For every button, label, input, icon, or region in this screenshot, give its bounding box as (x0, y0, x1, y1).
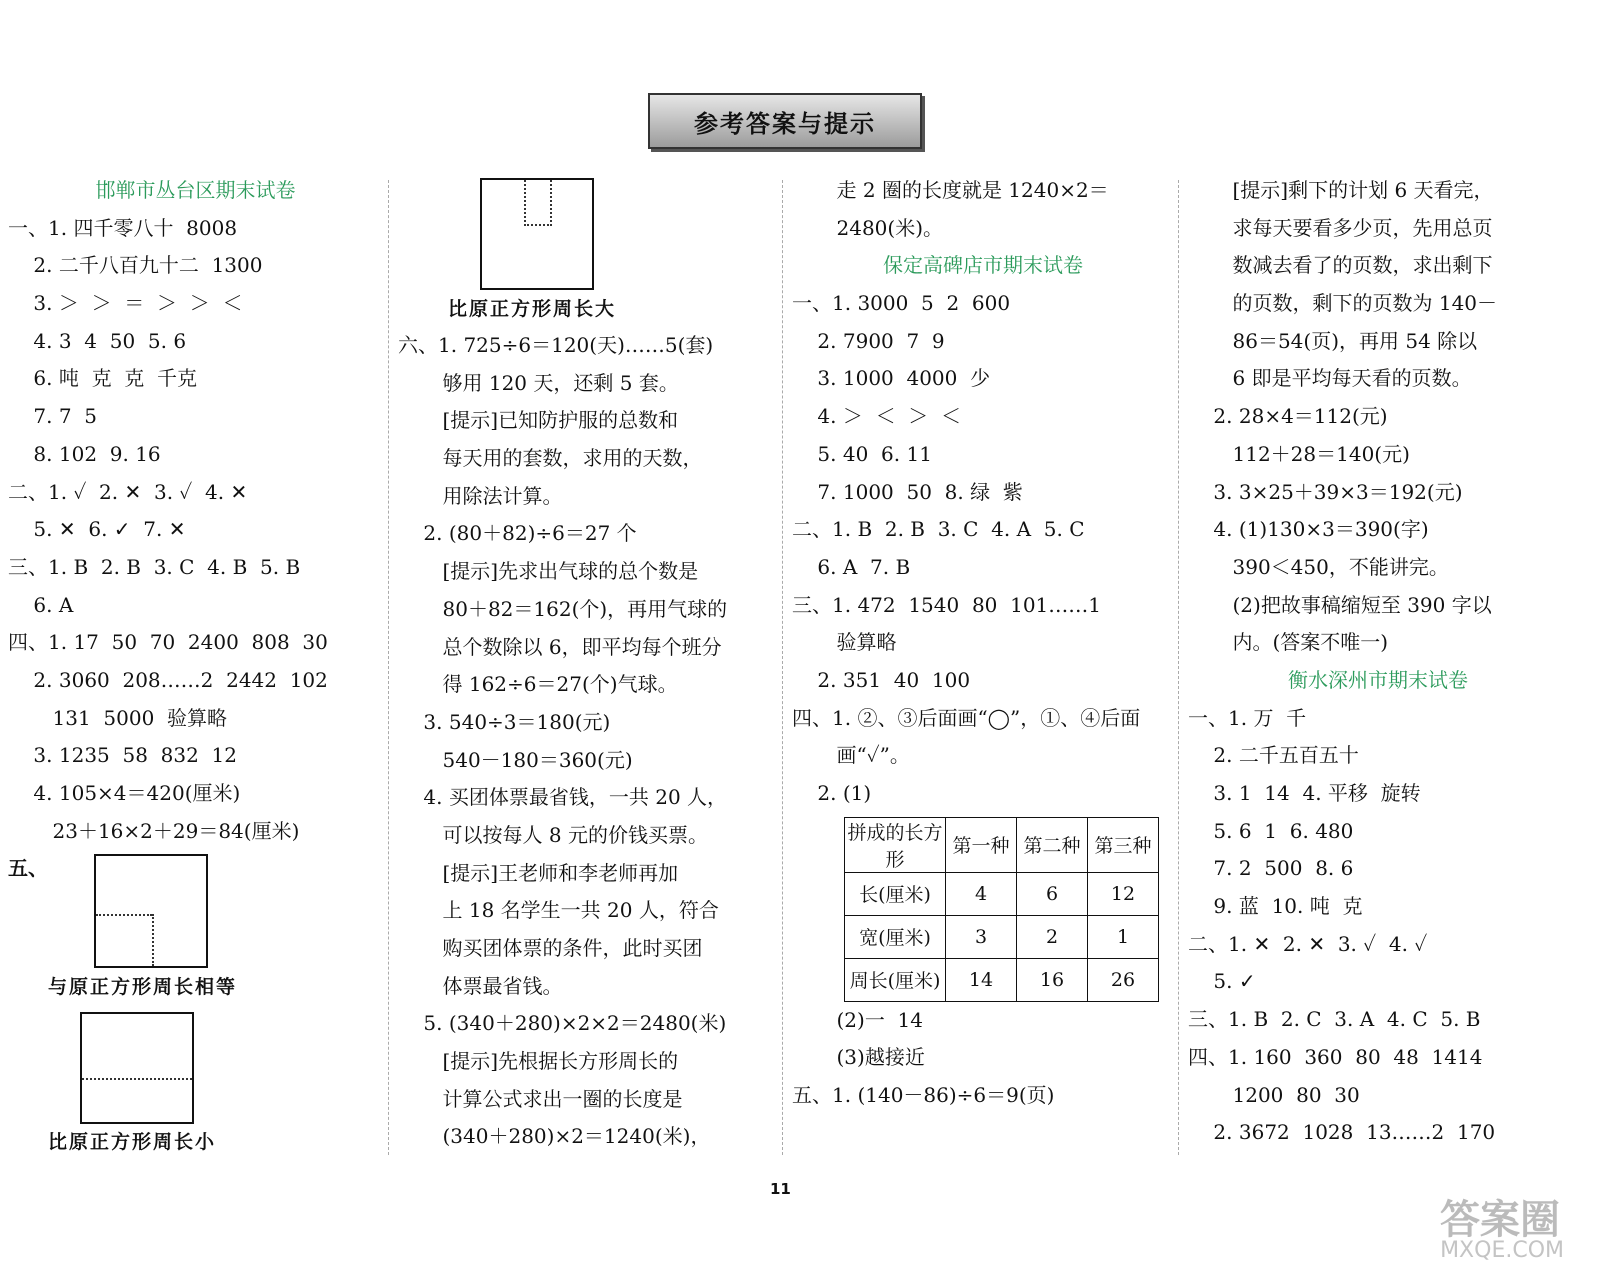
answer-line: 112＋28＝140(元) (1188, 441, 1410, 466)
answer-line: 6 即是平均每天看的页数。 (1188, 366, 1472, 391)
table-cell: 3 (946, 915, 1017, 958)
answer-line: 4. ＞ ＜ ＞ ＜ (792, 404, 962, 429)
answer-line: 80＋82＝162(个)，再用气球的 (398, 596, 728, 621)
answer-line: 三、1. B 2. B 3. C 4. B 5. B (8, 554, 301, 579)
answer-line: 二、1. ✓ 2. ✕ 3. ✓ 4. ✕ (8, 479, 248, 504)
answer-line: 2480(米)。 (792, 215, 944, 240)
table-cell: 长(厘米) (845, 872, 946, 915)
rectangle-table (844, 817, 1159, 1002)
diagram-caption: 比原正方形周长大 (448, 298, 617, 320)
answer-line: 3. 1235 58 832 12 (8, 743, 237, 768)
answer-line: 五、1. (140－86)÷6＝9(页) (792, 1083, 1055, 1108)
answer-line: 3. 540÷3＝180(元) (398, 709, 611, 734)
answer-column-1 (8, 172, 383, 1153)
answer-line: 2. 二千八百九十二 1300 (8, 253, 263, 278)
diagram-caption: 与原正方形周长相等 (48, 976, 238, 998)
table-row (845, 872, 1159, 915)
answer-line: 2. 7900 7 9 (792, 328, 945, 353)
diagram-caption: 比原正方形周长小 (48, 1131, 217, 1153)
answer-line: 540－180＝360(元) (398, 747, 633, 772)
table-cell: 4 (946, 872, 1017, 915)
section-heading: 邯郸市丛台区期末试卷 (95, 178, 296, 202)
answer-line: 一、1. 3000 5 2 600 (792, 291, 1011, 316)
answer-line: 画“✓”。 (792, 743, 910, 768)
table-cell: 宽(厘米) (845, 915, 946, 958)
answer-line: 4. 105×4＝420(厘米) (8, 781, 241, 805)
table-cell: 拼成的长方形 (845, 817, 946, 872)
answer-line: 5. ✓ (1188, 969, 1256, 994)
answer-line: 四、1. 17 50 70 2400 808 30 (8, 630, 328, 655)
answer-line: 每天用的套数，求用的天数， (398, 446, 703, 471)
page-title: 参考答案与提示 (648, 93, 922, 149)
answer-line: (2)一 14 (792, 1007, 923, 1032)
answer-line: 7. 7 5 (8, 404, 98, 429)
answer-line: 6. A 7. B (792, 554, 911, 579)
answer-line: 4. 买团体票最省钱，一共 20 人， (398, 785, 728, 810)
table-header-row (845, 817, 1159, 872)
answer-line: 一、1. 万 千 (1188, 705, 1307, 730)
answer-line: 四、1. ②、③后面画“◯”，①、④后面 (792, 705, 1141, 730)
table-cell: 12 (1088, 872, 1159, 915)
column-divider (1178, 180, 1179, 1155)
answer-line: 二、1. ✕ 2. ✕ 3. ✓ 4. ✓ (1188, 931, 1428, 956)
column-divider (388, 180, 389, 1155)
answer-line: 3. ＞ ＞ ＝ ＞ ＞ ＜ (8, 291, 243, 316)
answer-line: [提示]先求出气球的总个数是 (398, 559, 699, 584)
table-row (845, 915, 1159, 958)
answer-line: 2. 二千五百五十 (1188, 743, 1359, 768)
answer-line: 用除法计算。 (398, 483, 563, 508)
answer-line: 9. 蓝 10. 吨 克 (1188, 894, 1363, 919)
answer-line: 131 5000 验算略 (8, 705, 228, 730)
table-cell: 1 (1088, 915, 1159, 958)
answer-line: 7. 1000 50 8. 绿 紫 (792, 479, 1023, 504)
answer-line: (3)越接近 (792, 1045, 925, 1070)
answer-line: 4. (1)130×3＝390(字) (1188, 517, 1429, 542)
answer-line: 可以按每人 8 元的价钱买票。 (398, 822, 708, 847)
answer-line: 7. 2 500 8. 6 (1188, 856, 1354, 881)
table-cell: 14 (946, 958, 1017, 1001)
answer-line: 验算略 (792, 630, 897, 655)
answer-line: 8. 102 9. 16 (8, 441, 161, 466)
answer-line: 1200 80 30 (1188, 1082, 1360, 1107)
answer-line: 3. 1000 4000 少 (792, 366, 991, 391)
square-diagram (94, 854, 208, 968)
answer-line: 求每天要看多少页，先用总页 (1188, 215, 1493, 240)
answer-line: [提示]先根据长方形周长的 (398, 1049, 679, 1074)
answer-line: (2)把故事稿缩短至 390 字以 (1188, 592, 1492, 617)
table-row (845, 958, 1159, 1001)
table-cell: 2 (1017, 915, 1088, 958)
section-heading: 保定高碑店市期末试卷 (883, 253, 1083, 278)
answer-line: 5. ✕ 6. ✓ 7. ✕ (8, 517, 186, 542)
answer-line: 5. (340＋280)×2×2＝2480(米) (398, 1011, 727, 1036)
answer-line: (340＋280)×2＝1240(米)， (398, 1124, 711, 1149)
table-cell: 第一种 (946, 817, 1017, 872)
answer-line: 6. A (8, 592, 74, 617)
answer-line: 四、1. 160 360 80 48 1414 (1188, 1044, 1483, 1069)
watermark-logo: 答案圈 (1440, 1197, 1560, 1243)
answer-line: 2. 3672 1028 13……2 170 (1188, 1120, 1496, 1145)
answer-line: 总个数除以 6，即平均每个班分 (398, 634, 722, 659)
answer-line: 4. 3 4 50 5. 6 (8, 328, 187, 353)
answer-line: 内。(答案不唯一) (1188, 630, 1389, 655)
answer-line: 86＝54(页)，再用 54 除以 (1188, 328, 1478, 353)
answer-line: 数减去看了的页数，求出剩下 (1188, 253, 1493, 278)
answer-line: 5. 40 6. 11 (792, 441, 932, 466)
table-cell: 第三种 (1088, 817, 1159, 872)
table-cell: 第二种 (1017, 817, 1088, 872)
answer-line: 23＋16×2＋29＝84(厘米) (8, 818, 300, 843)
answer-line: 2. 3060 208……2 2442 102 (8, 667, 328, 692)
answer-column-4 (1188, 172, 1568, 1152)
page-number: 11 (770, 1180, 791, 1198)
column-divider (782, 180, 783, 1155)
answer-line: 3. 3×25＋39×3＝192(元) (1188, 479, 1463, 504)
table-cell: 周长(厘米) (845, 958, 946, 1001)
answer-line: 一、1. 四千零八十 8008 (8, 215, 238, 240)
answer-line: [提示]剩下的计划 6 天看完， (1188, 178, 1494, 202)
answer-line: 二、1. B 2. B 3. C 4. A 5. C (792, 517, 1085, 542)
answer-line: 上 18 名学生一共 20 人，符合 (398, 898, 719, 923)
answer-line: [提示]王老师和李老师再加 (398, 860, 679, 885)
table-cell: 26 (1088, 958, 1159, 1001)
section-five-label: 五、 (8, 856, 48, 881)
answer-column-3 (792, 172, 1174, 1115)
answer-line: 5. 6 1 6. 480 (1188, 818, 1354, 843)
answer-line: 2. (1) (792, 781, 872, 805)
answer-line: 的页数，剩下的页数为 140－ (1188, 291, 1498, 316)
answer-line: 体票最省钱。 (398, 973, 563, 998)
answer-line: 够用 120 天，还剩 5 套。 (398, 370, 679, 395)
answer-line: 计算公式求出一圈的长度是 (398, 1086, 683, 1111)
answer-line: 2. 28×4＝112(元) (1188, 404, 1388, 429)
table-cell: 16 (1017, 958, 1088, 1001)
square-diagram (480, 178, 594, 290)
answer-line: 390＜450，不能讲完。 (1188, 554, 1449, 579)
square-diagram (80, 1012, 194, 1124)
table-cell: 6 (1017, 872, 1088, 915)
watermark-url: MXQE.COM (1440, 1238, 1564, 1263)
answer-line: 2. 351 40 100 (792, 667, 971, 692)
answer-line: 三、1. B 2. C 3. A 4. C 5. B (1188, 1007, 1481, 1032)
answer-line: [提示]已知防护服的总数和 (398, 408, 679, 433)
section-heading: 衡水深州市期末试卷 (1288, 667, 1468, 692)
answer-line: 6. 吨 克 克 千克 (8, 366, 198, 391)
answer-line: 六、1. 725÷6＝120(天)……5(套) (398, 333, 714, 357)
answer-line: 购买团体票的条件，此时买团 (398, 936, 703, 960)
answer-line: 得 162÷6＝27(个)气球。 (398, 672, 678, 697)
answer-line: 2. (80＋82)÷6＝27 个 (398, 521, 637, 546)
answer-line: 3. 1 14 4. 平移 旋转 (1188, 781, 1421, 805)
answer-line: 三、1. 472 1540 80 101……1 (792, 592, 1102, 617)
answer-line: 走 2 圈的长度就是 1240×2＝ (792, 178, 1109, 202)
